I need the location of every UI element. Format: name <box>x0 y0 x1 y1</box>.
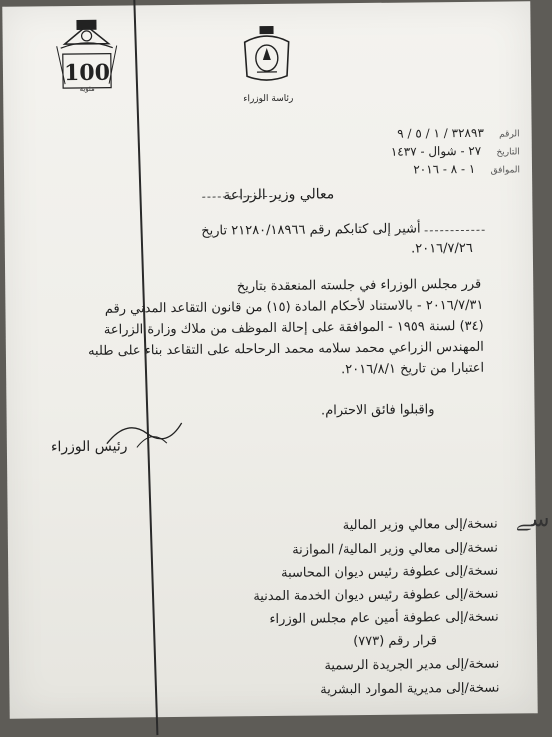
margin-rule <box>133 0 158 735</box>
copy-item-1: نسخة/إلى معالي وزير المالية <box>342 516 498 534</box>
ref-line-fill <box>425 230 485 233</box>
pm-caption: رئاسة الوزراء <box>243 93 294 105</box>
centenary-number: 100 <box>63 59 111 87</box>
copy-item-6: نسخة/إلى مدير الجريدة الرسمية <box>324 656 500 674</box>
copy-item-2: نسخة/إلى معالي وزير المالية/ الموازنة <box>292 540 499 558</box>
signature-title: رئيس الوزراء <box>50 438 128 456</box>
copies-mark-icon: ﺳﮯ <box>515 507 550 533</box>
body-line-2: ٢٠١٦/٧/٣١ - بالاستناد لأحكام المادة (١٥) من قانون التقاعد المدني رقم <box>104 297 484 317</box>
body-line-5: اعتبارا من تاريخ ٢٠١٦/٨/١. <box>341 360 485 378</box>
ref-greg-date <box>413 157 520 177</box>
copy-decision-number: قرار رقم (٧٧٣) <box>353 633 438 650</box>
hijri-value: ٢٧ - شوال - ١٤٣٧ <box>390 143 482 159</box>
body-line-4: المهندس الزراعي محمد سلامه محمد الرحاحله على التقاعد بناء على طلبه <box>87 339 484 359</box>
body-line-3: (٣٤) لسنة ١٩٥٩ - الموافقة على إحالة الموظف من ملاك وزارة الزراعة <box>103 318 484 338</box>
hijri-label: التاريخ <box>496 147 520 158</box>
copy-item-3: نسخة/إلى عطوفة رئيس ديوان المحاسبة <box>281 563 499 581</box>
ref-label: الرقم <box>499 129 520 140</box>
copy-item-4: نسخة/إلى عطوفة رئيس ديوان الخدمة المدنية <box>253 586 499 605</box>
addressee: معالي وزير الزراعة <box>223 186 335 204</box>
ref-value: ٣٢٨٩٣ / ١ / ٥ / ٩ <box>397 125 484 141</box>
copy-item-5: نسخة/إلى عطوفة أمين عام مجلس الوزراء <box>269 609 499 628</box>
body-line-1: قرر مجلس الوزراء في جلسته المنعقدة بتاريخ <box>236 276 482 295</box>
jordan-crest-icon <box>238 24 295 87</box>
ref-line-2: ٢٠١٦/٧/٢٦. <box>410 240 473 257</box>
centenary-word: مئوية <box>79 84 95 93</box>
closing: واقبلوا فائق الاحترام. <box>320 402 435 419</box>
greg-value: ١ - ٨ - ٢٠١٦ <box>413 161 476 177</box>
ref-line-1: أشير إلى كتابكم رقم ٢١٢٨٠/١٨٩٦٦ تاريخ <box>201 221 421 239</box>
copy-item-7: نسخة/إلى مديرية الموارد البشرية <box>320 680 500 698</box>
greg-label: الموافق <box>490 165 521 176</box>
document-page <box>2 1 550 718</box>
